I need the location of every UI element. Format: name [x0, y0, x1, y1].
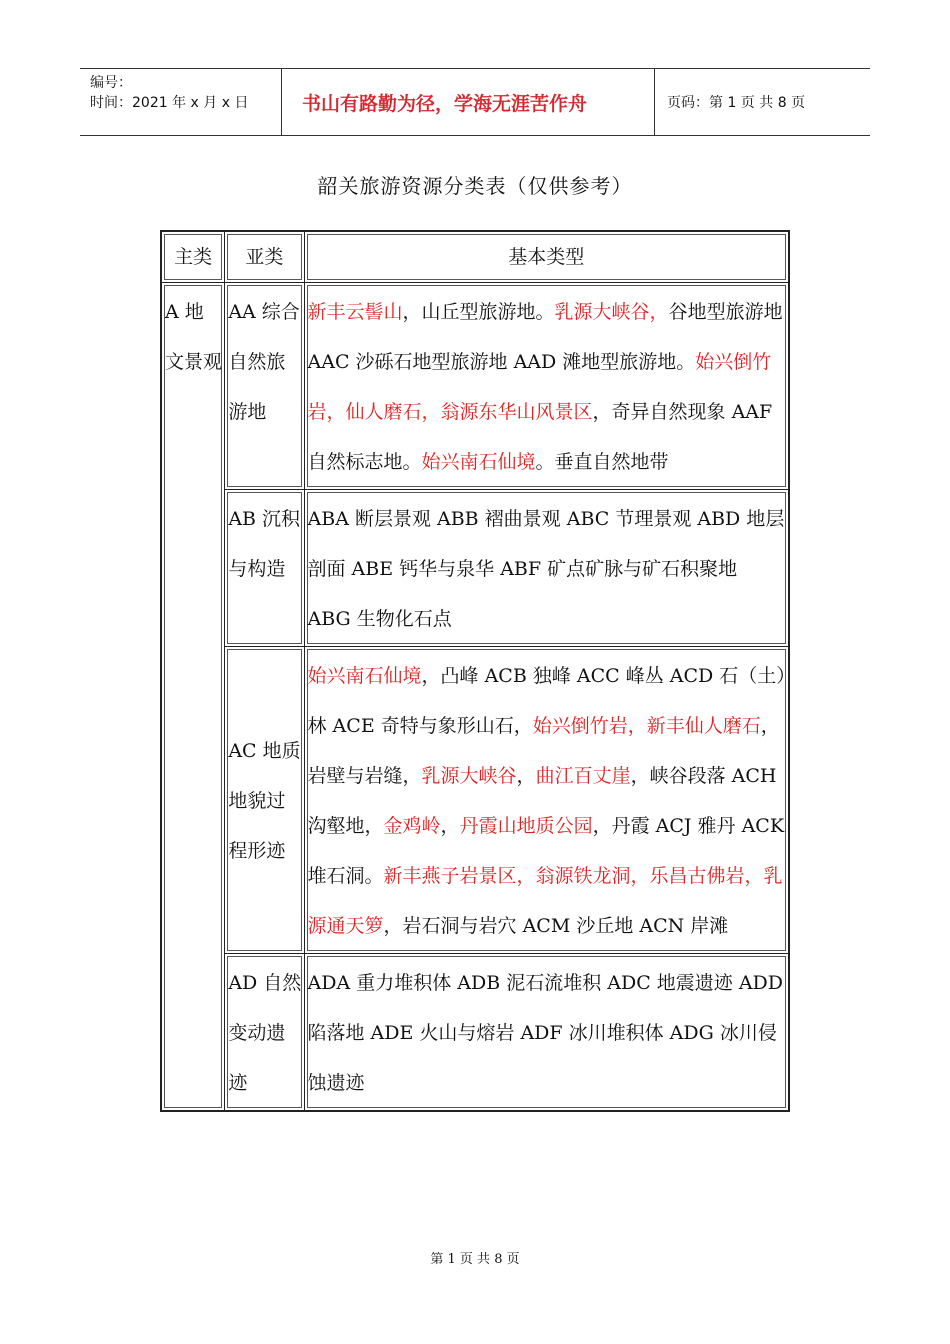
highlighted-place-name: 始兴倒竹岩，新丰仙人磨石: [532, 715, 761, 737]
highlighted-place-name: 新丰燕子岩景区，翁源铁龙洞，乐昌古佛岩，乳源通天箩: [307, 865, 783, 937]
highlighted-place-name: 金鸡岭: [383, 815, 441, 837]
page-footer: 第 1 页 共 8 页: [430, 1252, 520, 1267]
time-label: 时间：2021 年 x 月 x 日: [90, 95, 249, 111]
type-text: ，凸峰 ACB 独峰 ACC 峰丛 ACD 石（土）林 ACE 奇特与象形山石，: [307, 665, 786, 737]
table-header-row: [161, 231, 789, 283]
table-row: [161, 490, 789, 647]
basic-type-cell: [304, 954, 789, 1112]
table-row: [161, 283, 789, 490]
type-text: ，: [516, 765, 536, 787]
header-main-class: 主类: [161, 231, 225, 283]
highlighted-place-name: 乳源大峡谷，: [554, 301, 669, 323]
highlighted-place-name: 乳源大峡谷: [421, 765, 517, 787]
sub-class-cell: AB 沉积与构造: [225, 490, 304, 647]
header-page-info: 页码：第 1 页 共 8 页: [667, 95, 806, 111]
type-text: ，丹霞 ACJ 雅丹 ACK 堆石洞。: [307, 815, 785, 887]
type-text: ，岩壁与岩缝，: [307, 715, 780, 787]
table-row: [161, 954, 789, 1112]
type-text: ADA 重力堆积体 ADB 泥石流堆积 ADC 地震遗迹 ADD 陷落地 ADE 火山与熔岩 ADF 冰川堆积体 ADG 冰川侵蚀遗迹: [307, 972, 784, 1094]
type-text: ABA 断层景观 ABB 褶曲景观 ABC 节理景观 ABD 地层剖面 ABE 钙华与泉华 ABF 矿点矿脉与矿石积聚地 ABG 生物化石点: [307, 508, 785, 630]
type-text: ，: [440, 815, 460, 837]
page-header: [80, 68, 870, 136]
basic-type-cell: [304, 490, 789, 647]
document-title: 韶关旅游资源分类表（仅供参考）: [317, 174, 633, 198]
highlighted-place-name: 始兴南石仙境: [421, 451, 536, 473]
type-text: ，奇异自然现象 AAF 自然标志地。: [307, 401, 773, 473]
number-label: 编号：: [90, 75, 132, 91]
header-meta: [80, 69, 282, 135]
classification-table: [160, 230, 790, 1112]
sub-class-cell: AC 地质地貌过程形迹: [225, 647, 304, 954]
header-sub-class: 亚类: [225, 231, 304, 283]
basic-type-cell: [304, 283, 789, 490]
type-text: 。垂直自然地带: [535, 451, 669, 473]
table-row: [161, 647, 789, 954]
type-text: ，峡谷段落 ACH 沟壑地，: [307, 765, 777, 837]
highlighted-place-name: 始兴倒竹岩，仙人磨石，翁源东华山风景区: [307, 351, 772, 423]
type-text: 谷地型旅游地 AAC 沙砾石地型旅游地 AAD 滩地型旅游地。: [307, 301, 783, 373]
type-text: ，山丘型旅游地。: [402, 301, 555, 323]
sub-class-cell: AA 综合自然旅游地: [225, 283, 304, 490]
header-basic-type: 基本类型: [304, 231, 789, 283]
highlighted-place-name: 新丰云髻山: [307, 301, 403, 323]
basic-type-cell: [304, 647, 789, 954]
highlighted-place-name: 丹霞山地质公园: [459, 815, 593, 837]
highlighted-place-name: 始兴南石仙境: [307, 665, 422, 687]
header-motto: 书山有路勤为径，学海无涯苦作舟: [282, 69, 655, 135]
sub-class-cell: AD 自然变动遗迹: [225, 954, 304, 1112]
main-class-cell: A 地文景观: [161, 283, 225, 1112]
type-text: ，岩石洞与岩穴 ACM 沙丘地 ACN 岸滩: [383, 915, 729, 937]
highlighted-place-name: 曲江百丈崖: [535, 765, 631, 787]
